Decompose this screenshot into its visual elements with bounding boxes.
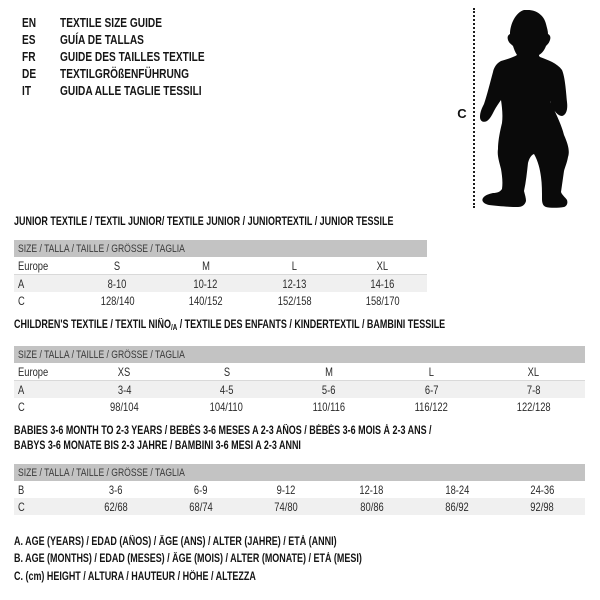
age-cell: 14-16: [370, 276, 395, 291]
height-cell: 122/128: [516, 399, 551, 414]
legend-line-a: A. AGE (YEARS) / EDAD (AÑOS) / ÂGE (ANS) / ALTER (JAHRE) / ETÀ (ANNI): [14, 535, 337, 548]
table-row-b: [14, 481, 585, 498]
row-label: Europe: [18, 364, 49, 379]
row-label: A: [18, 276, 25, 291]
age-cell: 18-24: [445, 482, 469, 497]
children-section-title: CHILDREN'S TEXTILE / TEXTIL $NIÑO_{/A}$ / TEXTILE DES ENFANTS / KINDERTEXTIL / BAMBINI TESSILE: [14, 319, 446, 332]
children-size-table: [14, 346, 585, 415]
row-label: Europe: [18, 258, 49, 273]
size-cell: XS: [117, 364, 131, 379]
size-cell: M: [201, 258, 210, 273]
table-row-a: [14, 275, 427, 292]
junior-size-table: [14, 240, 427, 309]
row-label: C: [18, 499, 25, 514]
age-cell: 12-13: [282, 276, 307, 291]
table-row-a: [14, 381, 585, 398]
size-cell: XL: [528, 364, 540, 379]
size-cell: S: [223, 364, 230, 379]
height-cell: 116/122: [414, 399, 448, 414]
height-cell: 68/74: [189, 499, 213, 514]
junior-section-title: JUNIOR TEXTILE / TEXTIL JUNIOR/ TEXTILE JUNIOR / JUNIORTEXTIL / JUNIOR TESSILE: [14, 216, 394, 228]
age-cell: 24-36: [530, 482, 555, 497]
height-cell: 62/68: [103, 499, 128, 514]
language-label: GUIDE DES TAILLES TEXTILE: [60, 49, 205, 64]
legend-line-b: B. AGE (MONTHS) / EDAD (MESES) / ÂGE (MOIS) / ALTER (MONATE) / ETÀ (MESI): [14, 553, 362, 566]
size-cell: M: [325, 364, 333, 379]
language-code: DE: [22, 66, 37, 81]
language-code: EN: [22, 15, 37, 30]
legend: [14, 533, 460, 586]
babies-size-table: [14, 464, 585, 515]
age-cell: 12-18: [359, 482, 384, 497]
language-row-es: [22, 31, 245, 48]
babies-size-header-bar: SIZE / TALLA / TAILLE / GRÖSSE / TAGLIA: [14, 464, 585, 481]
row-label: C: [18, 399, 25, 414]
language-row-de: [22, 65, 245, 82]
row-label: C: [18, 293, 25, 308]
row-label: B: [18, 482, 25, 497]
height-cell: 110/116: [312, 399, 346, 414]
language-row-it: [22, 82, 245, 99]
age-cell: 3-6: [108, 482, 123, 497]
age-cell: 7-8: [527, 382, 541, 397]
table-row-c: [14, 292, 427, 309]
language-row-fr: [22, 48, 245, 65]
table-row-c: [14, 498, 585, 515]
age-cell: 10-12: [193, 276, 218, 291]
junior-size-header-bar: SIZE / TALLA / TAILLE / GRÖSSE / TAGLIA: [14, 240, 427, 257]
height-cell: 152/158: [277, 293, 312, 308]
language-label: GUÍA DE TALLAS: [60, 32, 144, 47]
language-label: TEXTILGRÖßENFÜHRUNG: [60, 66, 190, 81]
table-row-europe: [14, 257, 427, 275]
height-cell: 80/86: [359, 499, 384, 514]
age-cell: 6-9: [194, 482, 208, 497]
height-cell: 86/92: [445, 499, 469, 514]
babies-section-title: BABIES 3-6 MONTH TO 2-3 YEARS / BEBÉS 3-6 MESES A 2-3 AÑOS / BÉBÉS 3-6 MOIS À 2-3 ANS / BABYS 3-6 MONATE BIS 2-3 JAHRE / BAMBINI 3-6 MESI A 2-3 ANNI: [14, 425, 432, 452]
age-cell: 4-5: [219, 382, 234, 397]
language-row-en: [22, 14, 245, 31]
language-label: GUIDA ALLE TAGLIE TESSILI: [60, 83, 202, 98]
height-cell: 74/80: [274, 499, 299, 514]
age-cell: 5-6: [322, 382, 336, 397]
size-cell: S: [114, 258, 121, 273]
height-cell: 128/140: [100, 293, 135, 308]
height-cell: 140/152: [188, 293, 223, 308]
height-cell: 92/98: [530, 499, 555, 514]
age-cell: 3-4: [117, 382, 131, 397]
row-label: A: [18, 382, 25, 397]
height-cell: 104/110: [210, 399, 244, 414]
language-code: ES: [22, 32, 36, 47]
size-cell: XL: [377, 258, 389, 273]
table-row-europe: [14, 363, 585, 381]
language-code: FR: [22, 49, 36, 64]
height-cell: 98/104: [109, 399, 139, 414]
size-cell: L: [291, 258, 297, 273]
legend-line-c: C. (cm) HEIGHT / ALTURA / HAUTEUR / HÖHE / ALTEZZA: [14, 570, 256, 583]
age-cell: 9-12: [276, 482, 296, 497]
table-row-c: [14, 398, 585, 415]
height-cell: 158/170: [365, 293, 400, 308]
age-cell: 8-10: [107, 276, 127, 291]
size-cell: L: [428, 364, 435, 379]
language-label: TEXTILE SIZE GUIDE: [60, 15, 162, 30]
baby-silhouette-icon: [478, 4, 593, 212]
height-measure-line: [473, 8, 475, 208]
language-list: [22, 14, 245, 99]
age-cell: 6-7: [424, 382, 439, 397]
children-size-header-bar: SIZE / TALLA / TAILLE / GRÖSSE / TAGLIA: [14, 346, 585, 363]
height-label-c: C: [457, 106, 467, 121]
language-code: IT: [22, 83, 32, 98]
nino-a-subscript: /A: [170, 323, 178, 332]
